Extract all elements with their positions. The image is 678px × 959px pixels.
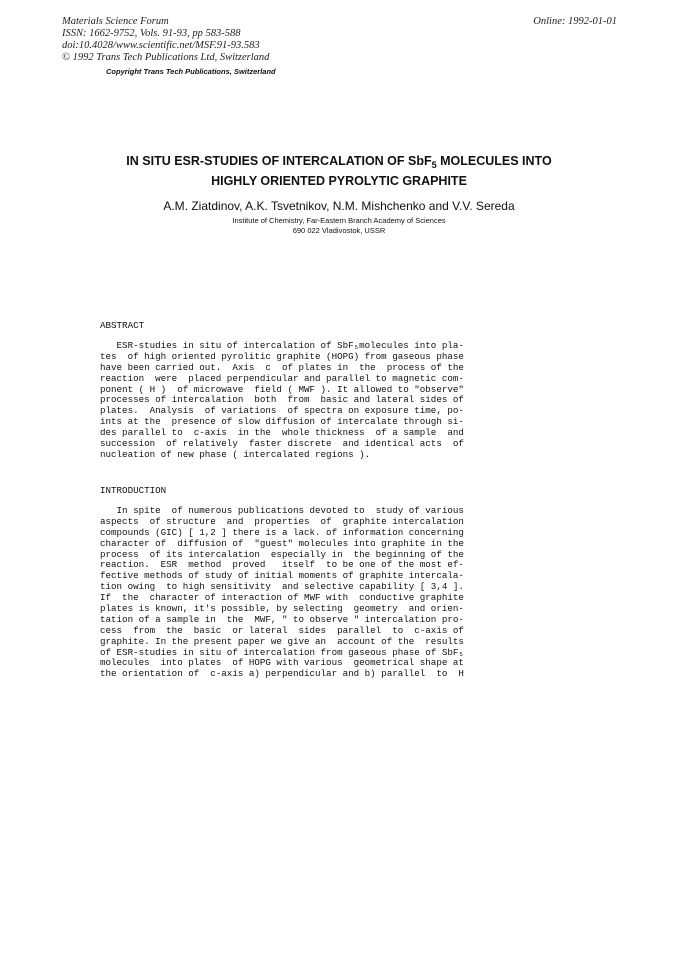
abstract-line: tes of high oriented pyrolitic graphite (HOPG) from gaseous phase [100,350,464,362]
introduction-line: compounds (GIC) [ 1,2 ] there is a lack. of information concerning [100,526,464,538]
introduction-line: character of diffusion of "guest" molecules into graphite in the [100,537,464,549]
introduction-body [100,506,550,680]
title-line-1: IN SITU ESR-STUDIES OF INTERCALATION OF SbF$_5$ MOLECULES INTO [126,154,552,170]
introduction-line: tion owing to high sensitivity and selective capability [ 3,4 ]. [100,581,464,593]
introduction-line: tation of a sample in the MWF, " to observe " intercalation pro- [100,613,464,625]
journal-header [62,16,269,64]
affiliation [60,216,618,236]
title-line-2: HIGHLY ORIENTED PYROLYTIC GRAPHITE [211,174,467,188]
copyright-line: © 1992 Trans Tech Publications Ltd, Switzerland [62,52,270,63]
journal-name: Materials Science Forum [62,16,169,27]
abstract-line: reaction were placed perpendicular and parallel to magnetic com- [100,372,464,384]
abstract-heading: ABSTRACT [100,320,145,331]
abstract-line: des parallel to c-axis in the whole thickness of a sample and [100,427,464,439]
introduction-line: the orientation of c-axis a) perpendicular and b) parallel to H [100,668,464,680]
introduction-line: In spite of numerous publications devoted to study of various [100,505,464,516]
abstract-line: plates. Analysis of variations of spectra on exposure time, po- [100,405,464,417]
abstract-line: succession of relatively faster discrete and identical acts of [100,438,464,450]
abstract-line: have been carried out. Axis c of plates in the process of the [100,361,464,373]
introduction-line: process of its intercalation especially in the beginning of the [100,548,464,560]
introduction-line: If the character of interaction of MWF with conductive graphite [100,592,464,604]
affiliation-line-2: 690 022 Vladivostok, USSR [292,226,386,235]
issn-line: ISSN: 1662-9752, Vols. 91-93, pp 583-588 [62,28,241,39]
abstract-line: ponent ( H ) of microwave field ( MWF ). It allowed to "observe" [100,383,464,395]
introduction-line: fective methods of study of initial moments of graphite intercala- [100,570,464,582]
author-list: A.M. Ziatdinov, A.K. Tsvetnikov, N.M. Mishchenko and V.V. Sereda [163,199,515,213]
introduction-line: plates is known, it's possible, by selecting geometry and orien- [100,603,464,615]
abstract-line: ints at the presence of slow diffusion of intercalate through si- [100,416,464,428]
affiliation-line-1: Institute of Chemistry, Far-Eastern Branch Academy of Sciences [232,216,446,225]
abstract-line: ESR-studies in situ of intercalation of SbF₅molecules into pla- [100,340,464,351]
doi-line: doi:10.4028/www.scientific.net/MSF.91-93.583 [62,40,260,51]
introduction-line: molecules into plates of HOPG with various geometrical shape at [100,657,464,669]
copyright-print: Copyright Trans Tech Publications, Switzerland [106,67,276,76]
introduction-line: cess from the basic or lateral sides parallel to c-axis of [100,624,464,636]
introduction-heading: INTRODUCTION [100,485,167,496]
introduction-line: graphite. In the present paper we give an account of the results [100,635,464,647]
paper-title [60,153,618,189]
introduction-line: aspects of structure and properties of graphite intercalation [100,515,464,527]
introduction-line: of ESR-studies in situ of intercalation from gaseous phase of SbF₅ [100,646,464,658]
abstract-line: nucleation of new phase ( intercalated regions ). [100,448,371,460]
online-date: Online: 1992-01-01 [533,16,617,27]
abstract-line: processes of intercalation both from basic and lateral sides of [100,394,464,406]
introduction-line: reaction. ESR method proved itself to be one of the most ef- [100,559,464,571]
abstract-body [100,341,550,461]
